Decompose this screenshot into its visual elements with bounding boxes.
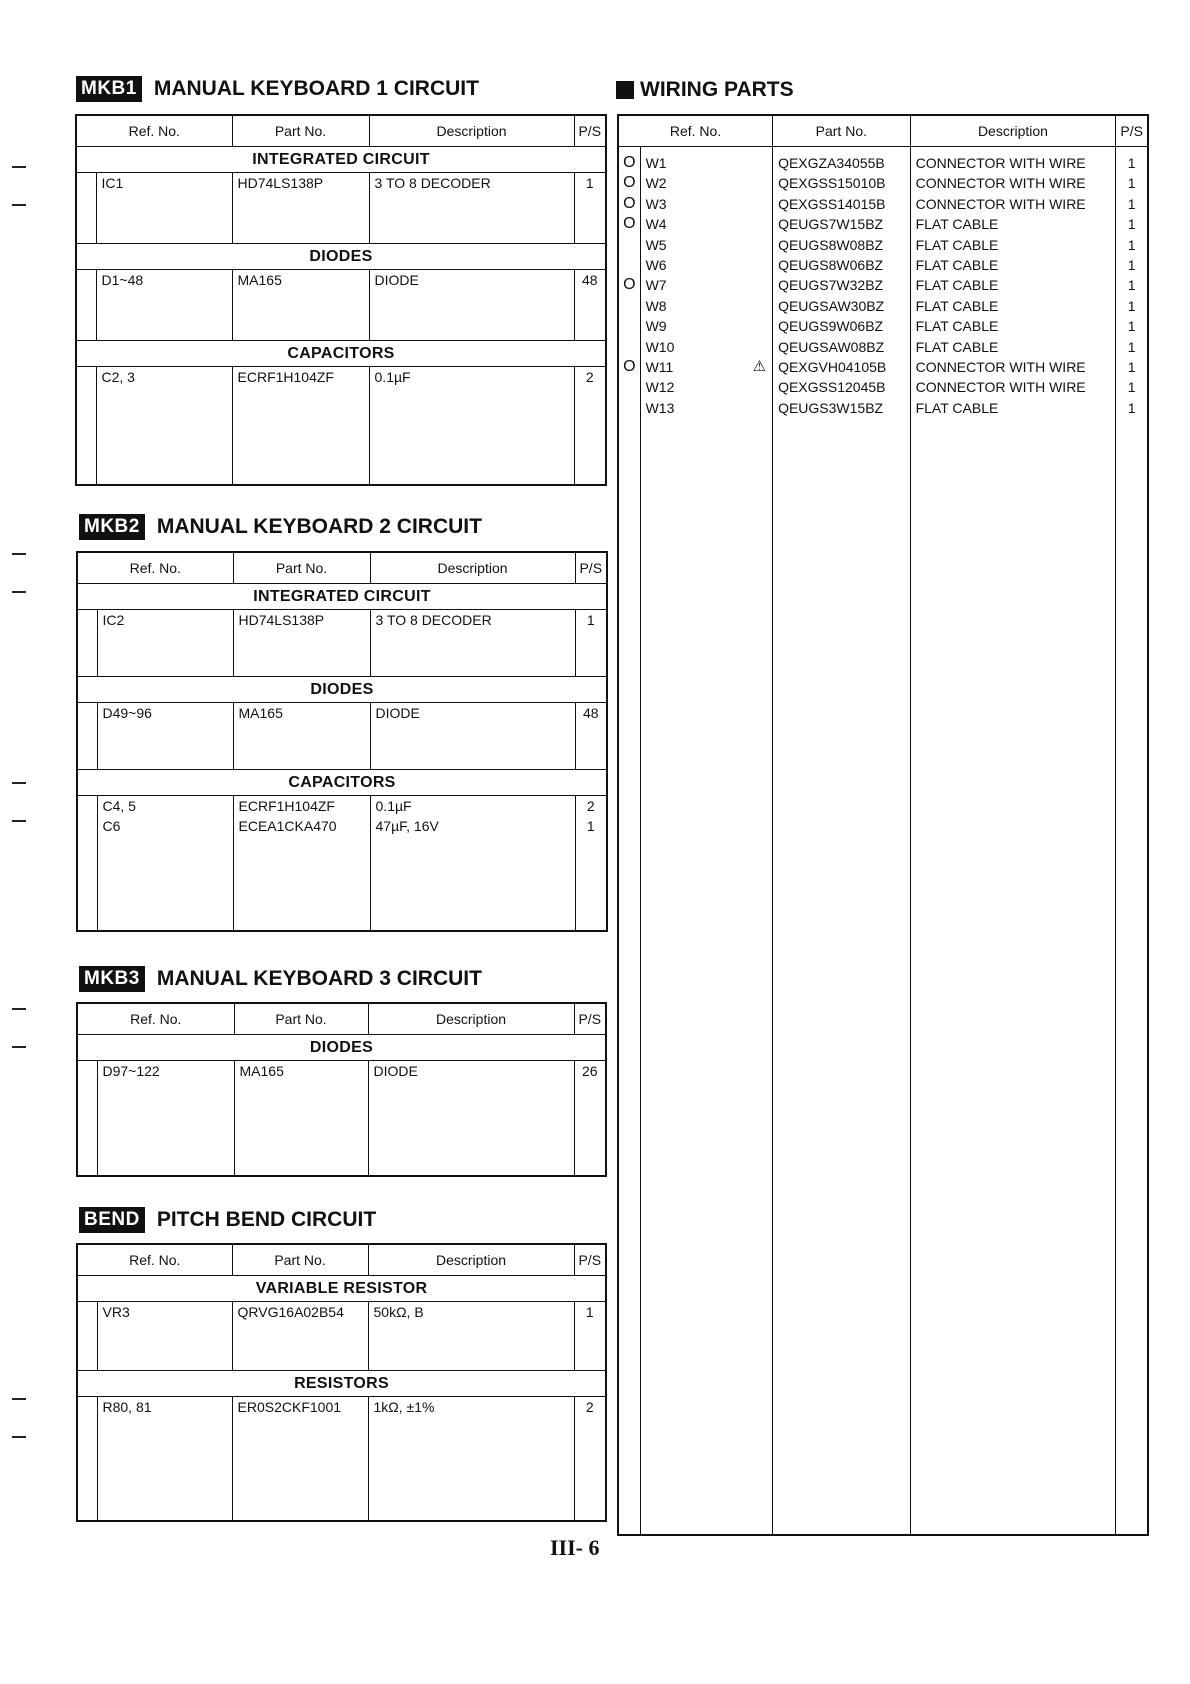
ref-header: Ref. No.: [618, 115, 773, 147]
section-marker-icon: [616, 81, 634, 99]
part-number: QEUGS7W15BZ: [778, 216, 884, 233]
description: 47µF, 16V: [375, 818, 439, 834]
description: 1kΩ, ±1%: [373, 1399, 435, 1415]
part-number: MA165: [239, 1063, 284, 1079]
ref-value: W7: [645, 277, 667, 294]
ref-header: Ref. No.: [77, 1003, 234, 1035]
ps-cell: [574, 367, 606, 485]
description: FLAT CABLE: [915, 318, 999, 335]
wiring-row-ref: [641, 357, 773, 377]
part-number: QEUGSAW08BZ: [778, 338, 885, 355]
marker-slot: [619, 316, 640, 336]
quantity: 1: [1127, 195, 1136, 212]
description: DIODE: [374, 272, 419, 288]
category-label: INTEGRATED CIRCUIT: [77, 584, 607, 610]
desc-cell: [369, 173, 574, 244]
quantity: 2: [585, 1399, 594, 1415]
description: DIODE: [375, 705, 420, 721]
description: FLAT CABLE: [915, 216, 999, 233]
margin-mark: [12, 591, 26, 593]
mkb1-title: MANUAL KEYBOARD 1 CIRCUIT: [153, 77, 479, 100]
ref-value: VR3: [102, 1304, 130, 1320]
quantity: 1: [1127, 155, 1136, 171]
margin-mark: [12, 1008, 26, 1010]
quantity: 1: [585, 175, 594, 191]
margin-mark: [12, 553, 26, 555]
quantity: 1: [586, 612, 595, 628]
ref-value: D1~48: [101, 272, 144, 288]
quantity: 1: [1127, 338, 1136, 355]
description: 0.1µF: [375, 798, 412, 814]
desc-header: Description: [368, 1244, 574, 1276]
ref-value: IC2: [102, 612, 125, 628]
wiring-row-ref: [641, 377, 773, 397]
part-number: ECEA1CKA470: [238, 818, 337, 834]
ps-column: [1116, 147, 1148, 1535]
quantity: 1: [1127, 236, 1136, 253]
ref-value: W8: [645, 297, 667, 314]
ref-cell: [97, 610, 233, 677]
mkb3-badge: MKB3: [79, 966, 145, 992]
wiring-row-ref: [641, 398, 773, 418]
ps-header: P/S: [574, 1244, 606, 1276]
circle-marker-icon: O: [623, 154, 636, 171]
category-label: CAPACITORS: [76, 341, 606, 367]
description: CONNECTOR WITH WIRE: [915, 195, 1086, 212]
mkb3-parts-table: [76, 1002, 607, 1177]
description: FLAT CABLE: [915, 256, 999, 273]
ps-cell: [575, 703, 607, 770]
ref-header: Ref. No.: [77, 1244, 232, 1276]
margin-mark: [12, 1398, 26, 1400]
page-number: III- 6: [550, 1535, 600, 1560]
margin-mark: [12, 1046, 26, 1048]
quantity: 1: [585, 1304, 594, 1320]
ref-value: IC1: [101, 175, 124, 191]
margin-mark: [12, 820, 26, 822]
wiring-title: WIRING PARTS: [640, 78, 794, 101]
circle-marker-icon: O: [623, 357, 636, 375]
category-label: CAPACITORS: [77, 770, 607, 796]
description: FLAT CABLE: [915, 277, 999, 294]
description: 3 TO 8 DECODER: [374, 175, 491, 191]
part-cell: [232, 1302, 368, 1371]
part-header: Part No.: [234, 1003, 368, 1035]
ref-value: C2, 3: [101, 369, 135, 385]
part-cell: [232, 270, 369, 341]
bend-heading: [79, 1207, 376, 1233]
desc-cell: [368, 1302, 574, 1371]
desc-cell: [370, 703, 575, 770]
mkb2-heading: [79, 514, 482, 540]
part-number: QEUGS3W15BZ: [778, 399, 884, 416]
margin-mark: [12, 782, 26, 784]
description: CONNECTOR WITH WIRE: [915, 358, 1086, 375]
mkb2-badge: MKB2: [79, 514, 145, 540]
wiring-row-ref: [641, 214, 773, 234]
quantity: 1: [1127, 216, 1136, 233]
ref-cell: [96, 173, 232, 244]
ps-cell: [575, 796, 607, 931]
mkb1-badge: MKB1: [76, 76, 142, 102]
part-cell: [234, 1061, 368, 1176]
part-number: HD74LS138P: [237, 175, 324, 191]
part-number: QEUGS7W32BZ: [778, 277, 884, 294]
desc-header: Description: [369, 115, 574, 147]
quantity: 1: [586, 818, 595, 834]
warning-triangle-icon: ⚠: [752, 357, 767, 375]
description: CONNECTOR WITH WIRE: [915, 379, 1086, 396]
ref-header: Ref. No.: [76, 115, 232, 147]
ps-header: P/S: [574, 115, 606, 147]
margin-mark: [12, 1436, 26, 1438]
wiring-row-ref: [641, 275, 773, 295]
ps-cell: [574, 1302, 606, 1371]
ref-value: C4, 5: [102, 798, 136, 814]
mkb1-parts-table: [75, 114, 607, 486]
marker-slot: [619, 337, 640, 357]
ref-cell: [96, 270, 232, 341]
desc-column: [910, 147, 1116, 1535]
marker-slot: [619, 377, 640, 397]
quantity: 1: [1127, 277, 1136, 294]
wiring-row-ref: [641, 173, 773, 193]
part-number: QEUGSAW30BZ: [778, 297, 885, 314]
quantity: 26: [581, 1063, 598, 1079]
description: DIODE: [373, 1063, 418, 1079]
ps-cell: [575, 610, 607, 677]
quantity: 2: [586, 798, 595, 814]
marker-column: [618, 147, 640, 1535]
part-cell: [233, 796, 370, 931]
part-cell: [232, 367, 369, 485]
part-number: ECRF1H104ZF: [238, 798, 335, 814]
part-header: Part No.: [233, 552, 370, 584]
circle-marker-icon: O: [623, 215, 636, 233]
ps-cell: [574, 270, 606, 341]
quantity: 1: [1127, 297, 1136, 314]
marker-slot: [619, 296, 640, 316]
marker-slot: [619, 398, 640, 418]
part-number: MA165: [237, 272, 282, 288]
quantity: 1: [1127, 175, 1136, 192]
ref-value: W6: [645, 256, 667, 273]
part-number: QEXGSS15010B: [778, 175, 886, 192]
wiring-heading: [616, 78, 794, 102]
desc-header: Description: [368, 1003, 574, 1035]
part-number: MA165: [238, 705, 283, 721]
ref-value: W10: [645, 338, 675, 355]
mkb2-title: MANUAL KEYBOARD 2 CIRCUIT: [156, 515, 482, 538]
ref-value: W4: [645, 216, 667, 233]
category-label: DIODES: [77, 1035, 606, 1061]
quantity: 1: [1127, 256, 1136, 273]
part-cell: [233, 610, 370, 677]
ref-value: W13: [645, 399, 675, 416]
wiring-parts-table: [617, 114, 1149, 1536]
wiring-row-ref: [641, 235, 773, 255]
part-header: Part No.: [773, 115, 911, 147]
category-label: VARIABLE RESISTOR: [77, 1276, 606, 1302]
mkb3-heading: [79, 966, 482, 992]
ref-column: [640, 147, 773, 1535]
category-label: DIODES: [76, 244, 606, 270]
description: 3 TO 8 DECODER: [375, 612, 492, 628]
part-number: HD74LS138P: [238, 612, 325, 628]
ref-header: Ref. No.: [77, 552, 233, 584]
ref-cell: [97, 796, 233, 931]
quantity: 1: [1127, 379, 1136, 396]
desc-cell: [369, 367, 574, 485]
mkb2-parts-table: [76, 551, 608, 932]
quantity: 1: [1127, 318, 1136, 335]
ps-header: P/S: [574, 1003, 606, 1035]
part-number: QEUGS8W06BZ: [778, 256, 884, 273]
desc-cell: [368, 1061, 574, 1176]
part-number: QEXGZA34055B: [778, 155, 885, 171]
ref-value: W2: [645, 175, 667, 192]
ref-value: W11: [645, 358, 674, 375]
quantity: 1: [1127, 358, 1136, 375]
ref-value: W9: [645, 318, 667, 335]
wiring-row-ref: [641, 255, 773, 275]
circle-marker-icon: O: [623, 194, 636, 212]
part-number: ECRF1H104ZF: [237, 369, 334, 385]
part-number: QEXGSS14015B: [778, 195, 886, 212]
wiring-row-ref: [641, 153, 773, 173]
part-header: Part No.: [232, 115, 369, 147]
quantity: 2: [585, 369, 594, 385]
part-number: QEXGVH04105B: [778, 358, 887, 375]
description: FLAT CABLE: [915, 399, 999, 416]
desc-cell: [370, 796, 575, 931]
bend-badge: BEND: [79, 1207, 145, 1233]
part-header: Part No.: [232, 1244, 368, 1276]
ref-value: W5: [645, 236, 667, 253]
part-number: QEXGSS12045B: [778, 379, 886, 396]
part-number: QEUGS9W06BZ: [778, 318, 884, 335]
description: CONNECTOR WITH WIRE: [915, 175, 1086, 192]
desc-cell: [370, 610, 575, 677]
ps-header: P/S: [1116, 115, 1148, 147]
bend-parts-table: [76, 1243, 607, 1522]
ps-cell: [574, 173, 606, 244]
desc-header: Description: [370, 552, 575, 584]
ref-value: D49~96: [102, 705, 152, 721]
description: FLAT CABLE: [915, 338, 999, 355]
part-number: QRVG16A02B54: [237, 1304, 344, 1320]
circle-marker-icon: O: [623, 276, 636, 294]
desc-header: Description: [910, 115, 1116, 147]
ref-cell: [97, 1302, 232, 1371]
ref-value: W3: [645, 195, 667, 212]
part-number: ER0S2CKF1001: [237, 1399, 342, 1415]
circle-marker-icon: O: [623, 174, 636, 192]
description: CONNECTOR WITH WIRE: [915, 155, 1086, 171]
category-label: INTEGRATED CIRCUIT: [76, 147, 606, 173]
description: FLAT CABLE: [915, 297, 999, 314]
ref-value: W12: [645, 379, 675, 396]
part-cell: [232, 1397, 368, 1521]
ref-cell: [97, 1397, 232, 1521]
part-number: QEUGS8W08BZ: [778, 236, 884, 253]
ref-cell: [97, 703, 233, 770]
bend-title: PITCH BEND CIRCUIT: [156, 1208, 377, 1231]
quantity: 48: [581, 272, 598, 288]
margin-mark: [12, 166, 26, 168]
desc-cell: [368, 1397, 574, 1521]
desc-cell: [369, 270, 574, 341]
wiring-row-ref: [641, 337, 773, 357]
mkb3-title: MANUAL KEYBOARD 3 CIRCUIT: [156, 967, 482, 990]
ref-value: R80, 81: [102, 1399, 152, 1415]
margin-mark: [12, 204, 26, 206]
ref-value: C6: [102, 818, 121, 834]
description: 0.1µF: [374, 369, 411, 385]
category-label: DIODES: [77, 677, 607, 703]
ps-cell: [574, 1061, 606, 1176]
mkb1-heading: [76, 76, 479, 102]
marker-slot: [619, 235, 640, 255]
ref-cell: [97, 1061, 234, 1176]
marker-slot: [619, 255, 640, 275]
part-column: [773, 147, 911, 1535]
description: FLAT CABLE: [915, 236, 999, 253]
category-label: RESISTORS: [77, 1371, 606, 1397]
part-cell: [233, 703, 370, 770]
wiring-row-ref: [641, 296, 773, 316]
wiring-row-ref: [641, 194, 773, 214]
ps-header: P/S: [575, 552, 607, 584]
ref-value: D97~122: [102, 1063, 160, 1079]
ps-cell: [574, 1397, 606, 1521]
description: 50kΩ, B: [373, 1304, 424, 1320]
ref-cell: [96, 367, 232, 485]
ref-value: W1: [645, 155, 667, 171]
quantity: 48: [582, 705, 599, 721]
wiring-row-ref: [641, 316, 773, 336]
quantity: 1: [1127, 399, 1136, 416]
part-cell: [232, 173, 369, 244]
